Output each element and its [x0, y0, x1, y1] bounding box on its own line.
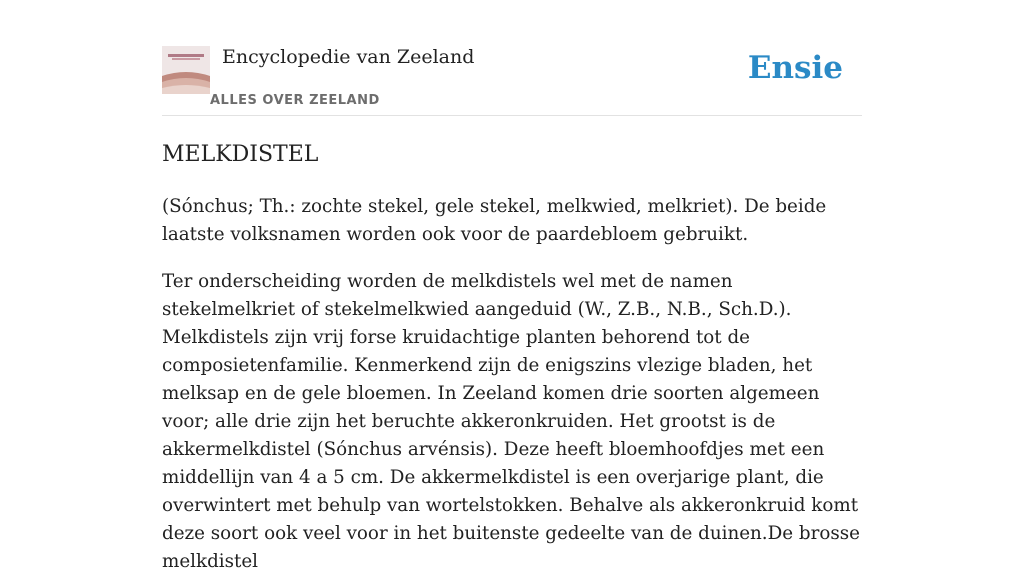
logo-image-icon	[162, 46, 210, 94]
article-title: MELKDISTEL	[162, 142, 319, 167]
article-paragraph-2: Ter onderscheiding worden de melkdistels wel met de namen stekelmelkriet of stekelmelkwied aangeduid (W., Z.B., N.B., Sch.D.). Melkdistels zijn vrij forse kruidachtige planten behorend tot de composietenfamilie. Kenmerkend zijn de enigszins vlezige bladen, het melksap en de gele bloemen. In Zeeland komen drie soorten algemeen voor; alle drie zijn het beruchte akkeronkruiden. Het grootst is de akkermelkdistel (Sónchus arvénsis). Deze heeft bloemhoofdjes met een middellijn van 4 a 5 cm. De akkermelkdistel is een overjarige plant, die overwintert met behulp van wortelstokken. Behalve als akkeronkruid komt deze soort ook veel voor in het buitenste gedeelte van de duinen.De brosse melkdistel	[162, 271, 860, 572]
site-subtitle: ALLES OVER ZEELAND	[210, 93, 380, 108]
site-header	[162, 46, 862, 116]
site-logo[interactable]	[162, 46, 210, 94]
site-title[interactable]: Encyclopedie van Zeeland	[222, 46, 475, 68]
article-content	[162, 140, 866, 576]
brand-logo-link[interactable]: Ensie	[747, 50, 843, 86]
article-paragraph-1: (Sónchus; Th.: zochte stekel, gele stekel, melkwied, melkriet). De beide laatste volksnamen worden ook voor de paardebloem gebruikt.	[162, 196, 827, 245]
